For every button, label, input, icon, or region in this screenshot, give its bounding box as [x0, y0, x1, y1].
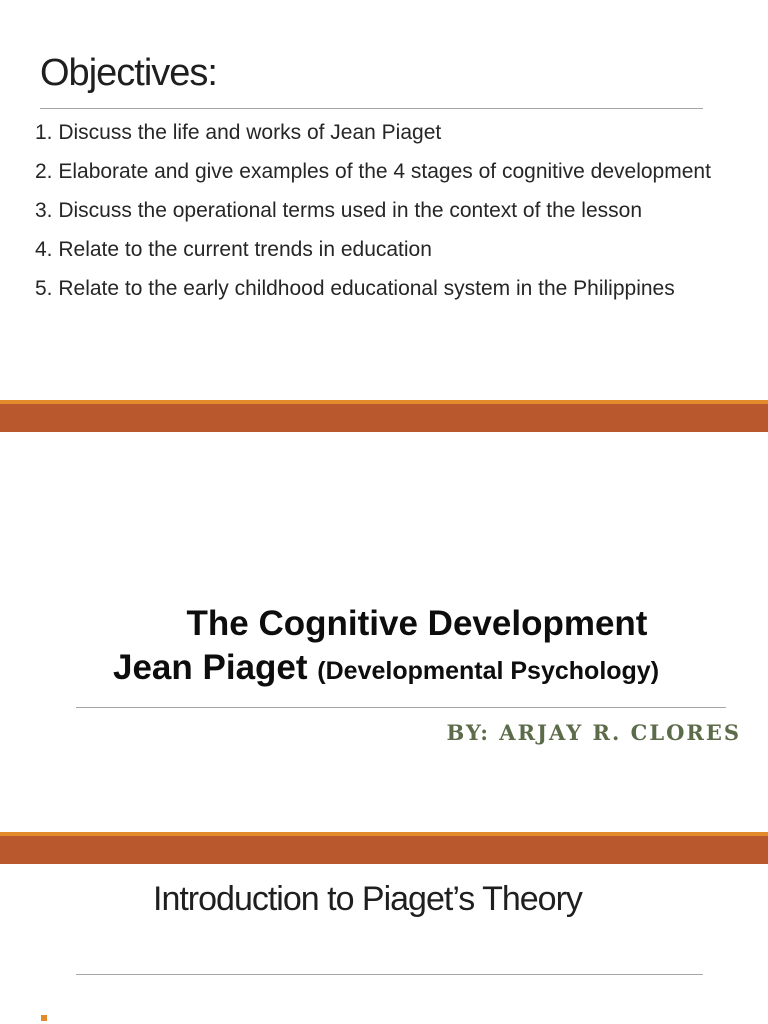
objective-item: 4. Relate to the current trends in education — [35, 238, 432, 261]
intro-title: Introduction to Piaget’s Theory — [153, 880, 582, 918]
separator-accent-line — [0, 832, 768, 836]
title-divider — [76, 707, 726, 708]
presentation-title — [0, 602, 768, 693]
slide-separator-band — [0, 832, 768, 864]
separator-accent-line — [0, 400, 768, 404]
title-slide — [0, 432, 768, 832]
objective-item: 1. Discuss the life and works of Jean Piaget — [35, 121, 442, 144]
author-byline: BY: ARJAY R. CLORES — [446, 720, 741, 745]
objective-item: 5. Relate to the early childhood educational system in the Philippines — [35, 277, 675, 300]
objective-item: 2. Elaborate and give examples of the 4 stages of cognitive development — [35, 160, 711, 183]
objectives-slide — [0, 0, 768, 400]
objectives-title: Objectives: — [40, 52, 217, 94]
title-name: Jean Piaget — [113, 648, 308, 687]
objectives-list — [35, 118, 750, 313]
title-divider — [76, 974, 703, 975]
title-subtitle: (Developmental Psychology) — [317, 657, 660, 685]
objective-item: 3. Discuss the operational terms used in the context of the lesson — [35, 199, 643, 222]
title-line-2 — [66, 646, 768, 693]
intro-slide — [0, 864, 768, 1024]
bullet-marker — [41, 1015, 47, 1021]
title-line-1: The Cognitive Development — [186, 604, 648, 643]
title-divider — [40, 108, 703, 109]
slide-separator-band — [0, 400, 768, 432]
